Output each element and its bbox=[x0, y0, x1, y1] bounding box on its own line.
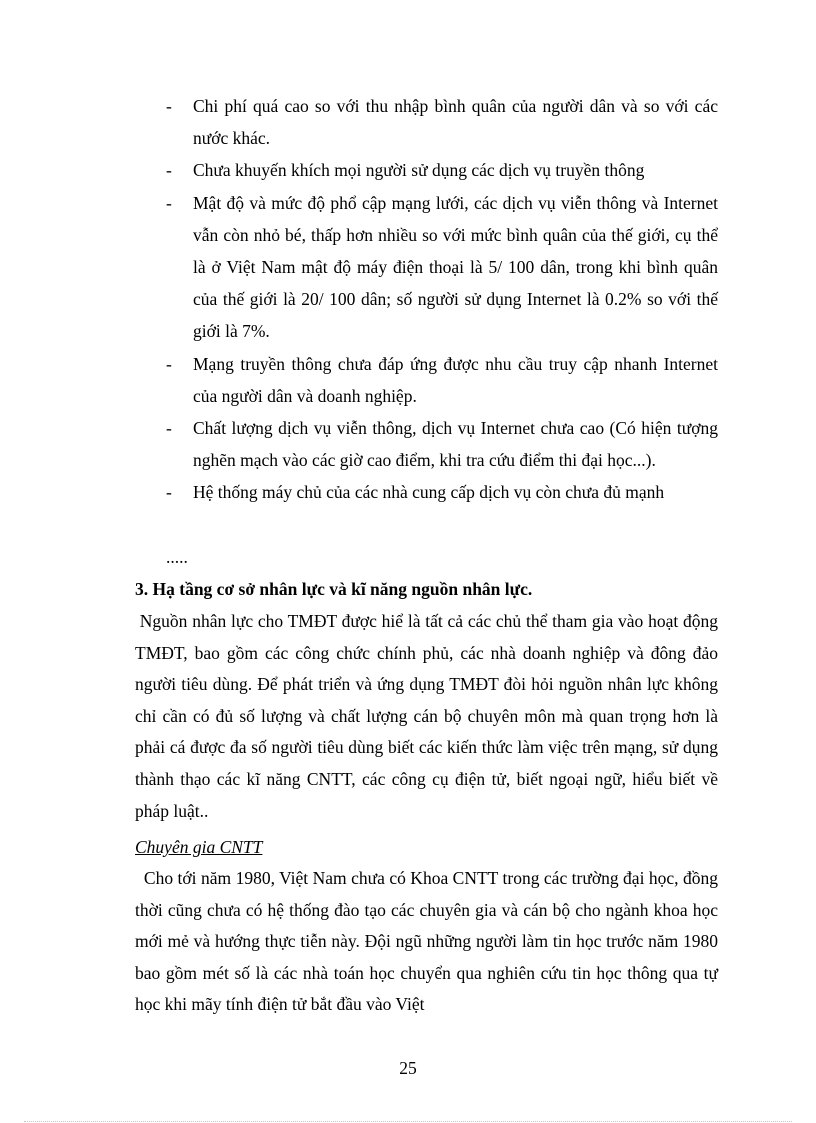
body-paragraph: Nguồn nhân lực cho TMĐT được hiể là tất cả các chủ thể tham gia vào hoạt động TMĐT, bao gồm các công chức chính phủ, các nhà doanh nghiệp và đông đảo người tiêu dùng. Để phát triển và ứng dụng TMĐT đòi hỏi nguồn nhân lực không chỉ cần có đủ số lượng và chất lượng cán bộ chuyên môn mà quan trọng hơn là phải cá được đa số người tiêu dùng biết các kiến thức làm việc trên mạng, sử dụng thành thạo các kĩ năng CNTT, các công cụ điện tử, biết ngoại ngữ, hiểu biết về pháp luật.. bbox=[135, 611, 723, 821]
bullet-text: Chi phí quá cao so với thu nhập bình quân của người dân và so với các nước khác. bbox=[193, 96, 718, 149]
page-number: 25 bbox=[399, 1058, 417, 1078]
list-item bbox=[166, 476, 718, 508]
bullet-text: Mật độ và mức độ phổ cập mạng lưới, các dịch vụ viễn thông và Internet vẫn còn nhỏ bé, thấp hơn nhiều so với mức bình quân của thế giới, cụ thể là ở Việt Nam mật độ máy điện thoại là 5/ 100 dân, trong khi bình quân của thế giới là 20/ 100 dân; số người sử dụng Internet là 0.2% so với thế giới là 7%. bbox=[193, 192, 718, 342]
bullet-marker: - bbox=[166, 160, 172, 181]
bullet-text: Hệ thống máy chủ của các nhà cung cấp dịch vụ còn chưa đủ mạnh bbox=[193, 482, 665, 503]
list-item bbox=[166, 154, 718, 186]
bullet-marker: - bbox=[166, 482, 172, 503]
body-paragraph: Cho tới năm 1980, Việt Nam chưa có Khoa CNTT trong các trường đại học, đồng thời cũng chưa có hệ thống đào tạo các chuyên gia và cán bộ cho ngành khoa học mới mẻ và hướng thực tiễn này. Đội ngũ những người làm tin học trước năm 1980 bao gồm mét số là các nhà toán học chuyển qua nghiên cứu tin học thông qua tự học khi mãy tính điện tử bắt đầu vào Việt bbox=[135, 868, 723, 1015]
list-item bbox=[166, 90, 718, 154]
bullet-marker: - bbox=[166, 192, 172, 213]
subsection-heading: Chuyên gia CNTT bbox=[135, 837, 263, 857]
bullet-list bbox=[166, 90, 718, 509]
ellipsis-text: ..... bbox=[166, 547, 188, 567]
bullet-marker: - bbox=[166, 353, 172, 374]
list-item bbox=[166, 348, 718, 412]
bullet-marker: - bbox=[166, 418, 172, 439]
bullet-marker: - bbox=[166, 96, 172, 116]
page-divider bbox=[24, 1121, 792, 1122]
bullet-text: Chưa khuyến khích mọi người sử dụng các dịch vụ truyền thông bbox=[193, 160, 645, 181]
list-item bbox=[166, 412, 718, 476]
list-item bbox=[166, 187, 718, 348]
bullet-text: Chất lượng dịch vụ viễn thông, dịch vụ Internet chưa cao (Có hiện tượng nghẽn mạch vào các giờ cao điểm, khi tra cứu điểm thi đại học...). bbox=[193, 418, 718, 471]
section-heading: 3. Hạ tầng cơ sở nhân lực và kĩ năng nguồn nhân lực. bbox=[135, 579, 533, 599]
bullet-text: Mạng truyền thông chưa đáp ứng được nhu cầu truy cập nhanh Internet của người dân và doanh nghiệp. bbox=[193, 353, 718, 406]
